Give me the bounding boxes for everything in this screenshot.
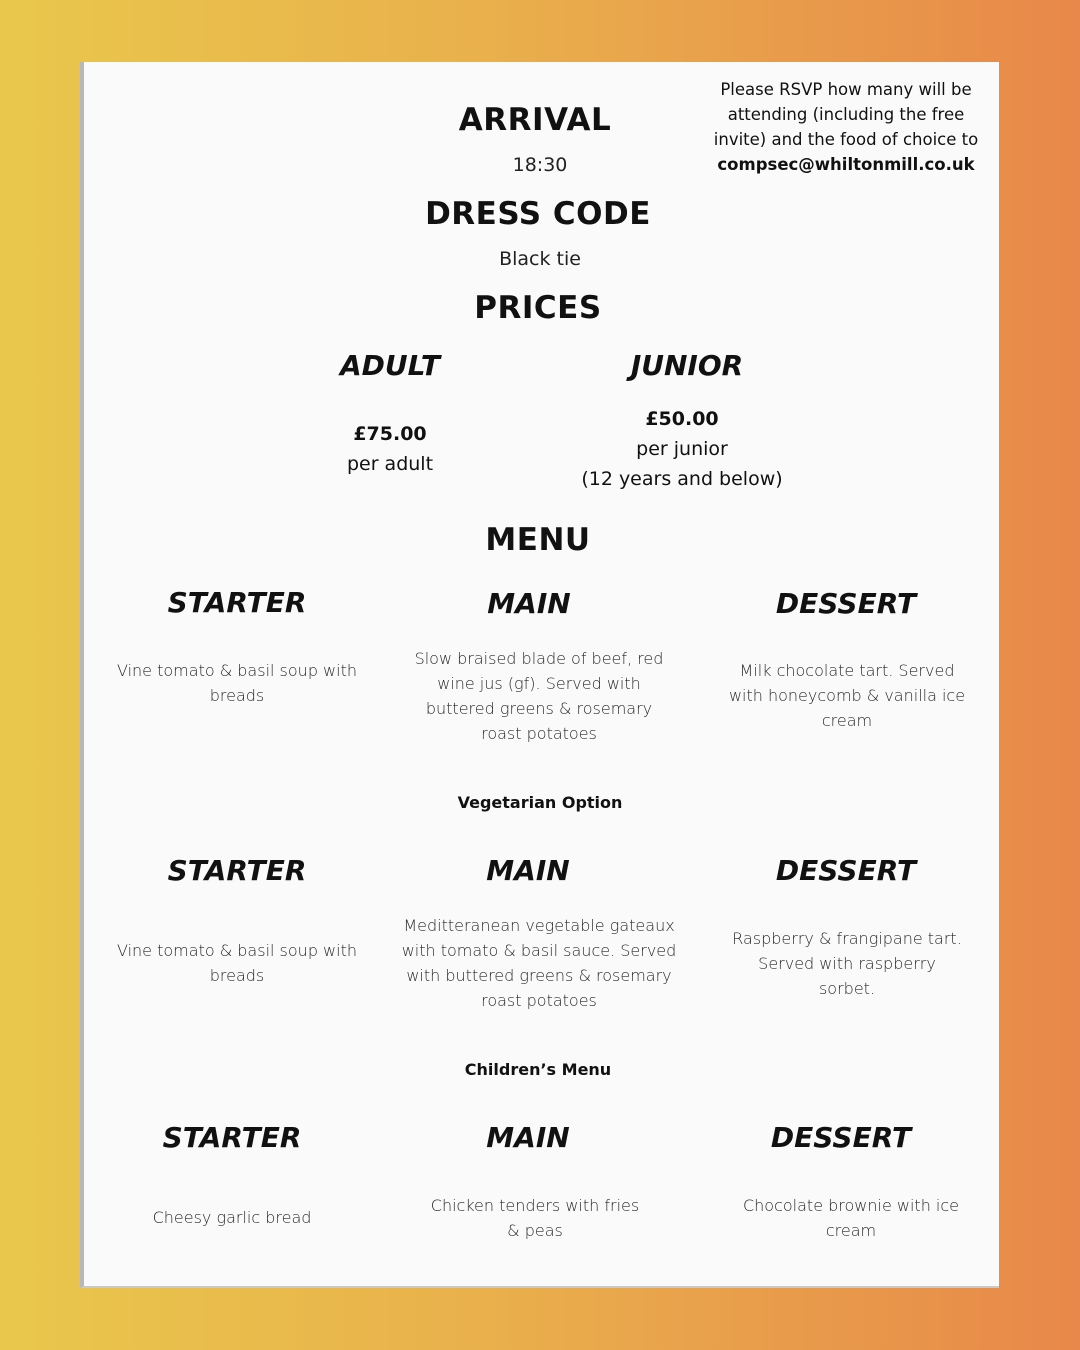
junior-unit: per junior: [636, 438, 728, 460]
adult-price: [290, 419, 490, 479]
vegetarian-starter-label: STARTER: [167, 854, 307, 887]
rsvp-text: Please RSVP how many will be attending (including the free invite) and the food of choice to: [713, 80, 979, 149]
adult-unit: per adult: [346, 453, 434, 475]
vegetarian-dessert-label: DESSERT: [775, 854, 917, 887]
standard-main-text: Slow braised blade of beef, red wine jus (gf). Served with buttered greens & rosemary roast potatoes: [414, 649, 664, 743]
standard-starter-text: Vine tomato & basil soup with breads: [117, 661, 357, 705]
vegetarian-main-label: MAIN: [486, 854, 570, 887]
children-main-label: MAIN: [486, 1121, 570, 1154]
children-main-text: Chicken tenders with fries & peas: [430, 1196, 640, 1240]
rsvp-email[interactable]: compsec@whiltonmill.co.uk: [717, 155, 975, 174]
vegetarian-dessert-text: Raspberry & frangipane tart. Served with raspberry sorbet.: [732, 929, 962, 998]
standard-dessert-label: DESSERT: [775, 587, 917, 620]
junior-amount: £50.00: [645, 408, 719, 430]
standard-starter-label: STARTER: [167, 586, 307, 619]
children-starter-text: Cheesy garlic bread: [152, 1208, 312, 1227]
adult-label: ADULT: [340, 349, 440, 382]
vegetarian-heading: Vegetarian Option: [457, 793, 623, 812]
standard-main-label: MAIN: [487, 587, 571, 620]
rsvp-note: [708, 77, 984, 177]
children-starter-label: STARTER: [162, 1121, 302, 1154]
arrival-time: 18:30: [512, 154, 568, 176]
arrival-heading: ARRIVAL: [458, 102, 612, 138]
dress-code-value: Black tie: [499, 248, 581, 270]
children-dessert-text: Chocolate brownie with ice cream: [742, 1196, 960, 1240]
standard-dessert-text: Milk chocolate tart. Served with honeycomb & vanilla ice cream: [728, 661, 966, 730]
junior-label: JUNIOR: [630, 349, 744, 382]
junior-price: [557, 404, 807, 494]
menu-heading: MENU: [485, 522, 591, 558]
junior-note: (12 years and below): [581, 468, 783, 490]
adult-amount: £75.00: [353, 423, 427, 445]
prices-heading: PRICES: [474, 290, 602, 326]
vegetarian-main-text: Meditteranean vegetable gateaux with tomato & basil sauce. Served with buttered greens & rosemary roast potatoes: [401, 916, 677, 1010]
children-dessert-label: DESSERT: [770, 1121, 912, 1154]
vegetarian-starter-text: Vine tomato & basil soup with breads: [117, 941, 357, 985]
dress-code-heading: DRESS CODE: [425, 196, 651, 232]
children-heading: Children’s Menu: [464, 1060, 612, 1079]
